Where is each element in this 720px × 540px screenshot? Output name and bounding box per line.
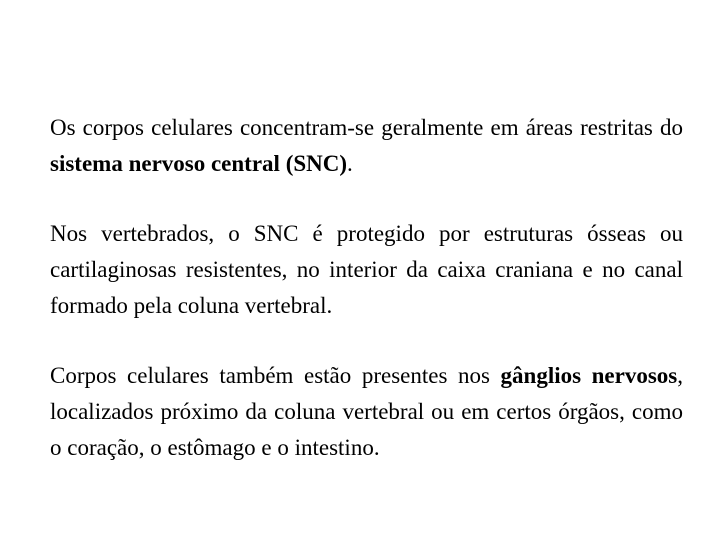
text-segment: Nos vertebrados, o SNC é protegido por estruturas ósseas ou cartilaginosas resistentes, no interior da caixa craniana e no canal formado pela coluna vertebral. <box>50 221 683 318</box>
paragraph-ganglia <box>50 358 683 466</box>
text-segment: , localizados próximo da coluna vertebral ou em certos órgãos, como o coração, o estômago e o intestino. <box>50 363 683 460</box>
text-segment: Corpos celulares também estão presentes nos <box>50 363 501 388</box>
paragraph-snc-intro <box>50 110 683 182</box>
text-block <box>50 110 683 466</box>
term-ganglia: gânglios nervosos <box>500 363 678 388</box>
term-snc: sistema nervoso central (SNC) <box>50 151 348 176</box>
text-segment: . <box>347 151 353 176</box>
paragraph-vertebrates <box>50 216 683 324</box>
text-segment: Os corpos celulares concentram-se geralmente em áreas restritas do <box>50 115 683 140</box>
